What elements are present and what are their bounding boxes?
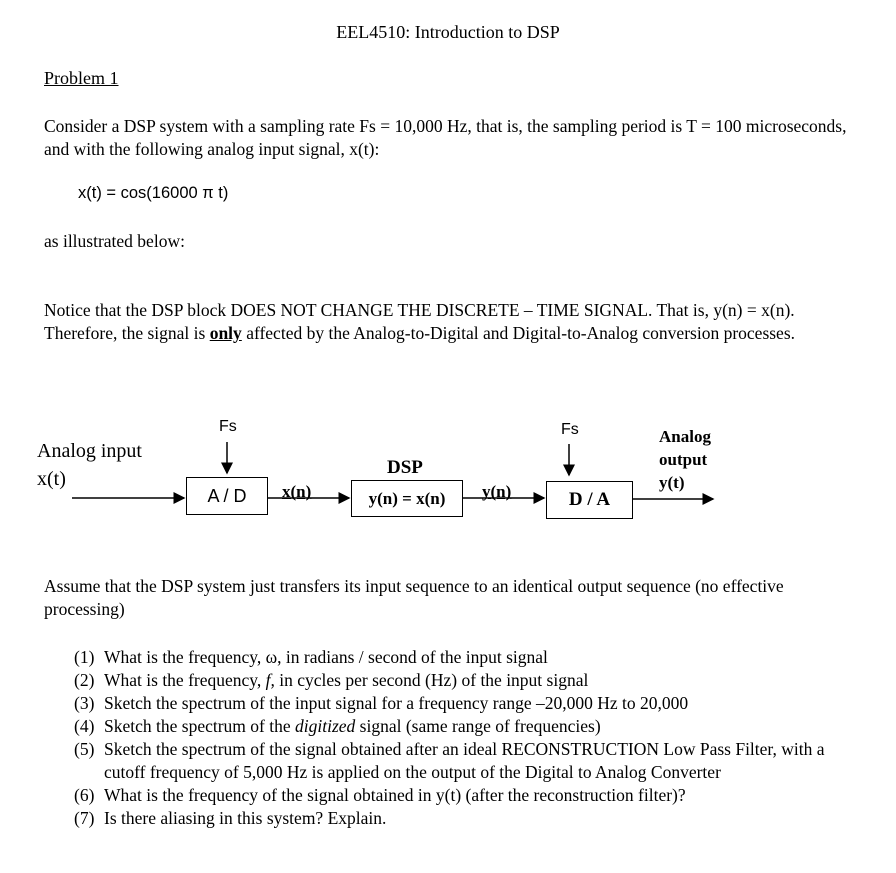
diagram-lines	[0, 400, 896, 540]
da-converter-box: D / A	[546, 481, 633, 519]
dsp-block-diagram	[0, 400, 896, 540]
question-text-pre: What is the frequency,	[104, 670, 266, 690]
question-text	[104, 715, 854, 738]
ad-converter-box: A / D	[186, 477, 268, 515]
question-text-emphasis: digitized	[295, 716, 356, 736]
fs-left-label: Fs	[219, 418, 237, 435]
question-text: Sketch the spectrum of the input signal for a frequency range –20,000 Hz to 20,000	[104, 693, 689, 713]
output-signal-label: y(t)	[659, 473, 685, 492]
question-text-emphasis: f,	[265, 670, 275, 690]
question-text-pre: Sketch the spectrum of the	[104, 716, 295, 736]
signal-equation: x(t) = cos(16000 π t)	[78, 184, 229, 202]
question-number: (4)	[74, 716, 95, 736]
question-number: (5)	[74, 739, 95, 759]
analog-input-label: Analog input	[37, 440, 142, 462]
question-text: Is there aliasing in this system? Explain.	[104, 808, 387, 828]
question-item	[74, 807, 854, 830]
question-text: Sketch the spectrum of the signal obtained after an ideal RECONSTRUCTION Low Pass Filter, with a cutoff frequency of 5,000 Hz is applied on the output of the Digital to Analog Converter	[104, 739, 825, 782]
question-item	[74, 784, 854, 807]
intro-paragraph: Consider a DSP system with a sampling rate Fs = 10,000 Hz, that is, the sampling period is T = 100 microseconds, and with the following analog input signal, x(t):	[44, 116, 847, 159]
dsp-box: y(n) = x(n)	[351, 480, 463, 517]
question-number: (1)	[74, 647, 95, 667]
notice-emphasis: only	[209, 323, 242, 343]
question-number: (6)	[74, 785, 95, 805]
yn-label: y(n)	[482, 482, 512, 501]
question-item	[74, 715, 854, 738]
question-text	[104, 669, 854, 692]
question-text-post: in cycles per second (Hz) of the input signal	[274, 670, 589, 690]
dsp-title: DSP	[387, 457, 423, 478]
assume-paragraph: Assume that the DSP system just transfers its input sequence to an identical output sequence (no effective processing)	[44, 576, 784, 619]
illustrated-text: as illustrated below:	[44, 231, 185, 251]
question-item	[74, 692, 854, 715]
analog-output-label: Analog	[659, 427, 711, 446]
notice-paragraph	[44, 299, 864, 345]
xn-label: x(n)	[282, 482, 312, 501]
fs-right-label: Fs	[561, 421, 579, 438]
question-text: What is the frequency, ω, in radians / second of the input signal	[104, 647, 548, 667]
document-header: EEL4510: Introduction to DSP	[336, 22, 560, 42]
question-text-post: signal (same range of frequencies)	[355, 716, 601, 736]
question-text: What is the frequency of the signal obtained in y(t) (after the reconstruction filter)?	[104, 785, 686, 805]
question-number: (7)	[74, 808, 95, 828]
question-number: (2)	[74, 670, 95, 690]
question-number: (3)	[74, 693, 95, 713]
question-item	[74, 738, 854, 784]
question-list	[74, 646, 854, 830]
output-label: output	[659, 450, 708, 469]
question-item	[74, 646, 854, 669]
notice-part1: Notice that the DSP block DOES NOT CHANGE THE DISCRETE – TIME SIGNAL. That is, y(n) = x(n). Therefore, the signal is	[44, 300, 795, 343]
analog-input-signal: x(t)	[37, 468, 66, 490]
question-item	[74, 669, 854, 692]
problem-title: Problem 1	[44, 68, 119, 88]
notice-part2: affected by the Analog-to-Digital and Digital-to-Analog conversion processes.	[241, 323, 796, 343]
